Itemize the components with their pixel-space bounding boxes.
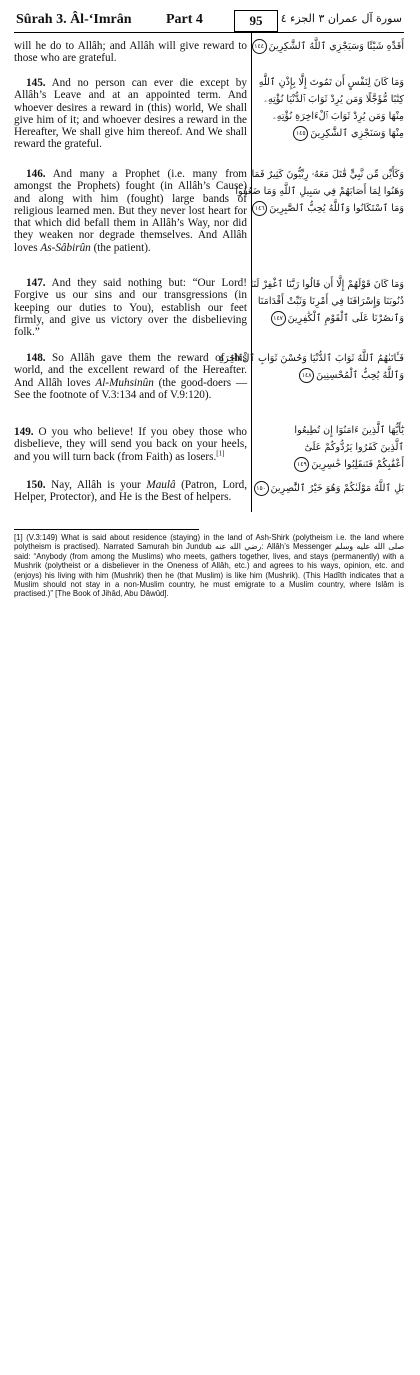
arabic-verse-149: [258, 422, 404, 473]
verse-144-tail: [14, 40, 247, 65]
surah-title: Sûrah 3. Âl-‘Imrân: [16, 12, 132, 27]
ayah-marker-icon: ١٤٩: [294, 457, 309, 472]
arabic-text: أَقَدِّهِ شَيْئًا وَسَيَجْزِي ٱللَّهُ ٱلشَّٰكِرِينَ: [268, 41, 404, 52]
footnote-divider: [14, 529, 199, 530]
arabic-line: فَـَٔاتَىٰهُمُ ٱللَّهُ ثَوَابَ ٱلدُّنْيَا وَحُسْنَ ثَوَابِ ٱلْءَاخِرَةِ: [218, 353, 404, 364]
arabic-line: مِنْهَا وَمَن يُرِدْ ثَوَابَ ٱلْءَاخِرَةِ نُؤْتِهِۦ: [273, 111, 404, 122]
ayah-marker-icon: ١٥٠: [254, 481, 269, 496]
arabic-text: مِنْهَا وَسَنَجْزِي ٱلشَّٰكِرِينَ: [310, 128, 404, 139]
verse-text: And they said nothing but: “Our Lord! Forgive us our sins and our transgressions (in keeping our duties to You), establish our feet firmly, and give us victory over the disbelieving folk.”: [14, 277, 247, 339]
footnote-ref[interactable]: [1]: [216, 448, 225, 457]
page-number: 95: [234, 10, 278, 32]
arabic-verse-147: [250, 276, 404, 327]
ayah-marker-icon: ١٤٧: [271, 311, 286, 326]
arabic-verse-148: [218, 350, 404, 384]
arabic-line: كِتَٰبًا مُّؤَجَّلًا وَمَن يُرِدْ ثَوَابَ ٱلدُّنْيَا نُؤْتِهِۦ: [264, 94, 404, 105]
verse-text-end: (Patron, Lord, Helper, Protector), and He is the Best of helpers.: [14, 479, 248, 504]
arabic-verse-145: [258, 74, 404, 142]
part-label: Part 4: [166, 12, 203, 27]
verse-number: 147.: [26, 277, 46, 289]
verse-146: [14, 168, 247, 254]
arabic-line: ٱلَّذِينَ كَفَرُوا يَرُدُّوكُمْ عَلَىٰٓ: [304, 442, 404, 453]
verse-150: [14, 479, 247, 504]
arabic-text: وَٱنصُرْنَا عَلَى ٱلْقَوْمِ ٱلْكَٰفِرِينَ: [287, 313, 404, 324]
arabic-line: وَمَا كَانَ قَوْلَهُمْ إِلَّا أَن قَالُوا رَبَّنَا ٱغْفِرْ لَنَا: [250, 279, 404, 290]
arabic-line: ذُنُوبَنَا وَإِسْرَافَنَا فِي أَمْرِنَا وَثَبِّتْ أَقْدَامَنَا: [257, 296, 404, 307]
verse-147: [14, 277, 247, 338]
ayah-marker-icon: ١٤٨: [299, 368, 314, 383]
ayah-marker-icon: ١٤٦: [252, 201, 267, 216]
verse-number: 150.: [26, 479, 46, 491]
quran-page: [14, 0, 404, 1375]
verse-number: 148.: [26, 352, 46, 364]
verse-145: [14, 77, 247, 151]
verse-number: 149.: [14, 426, 34, 438]
verse-text-end: (the good-doers — See the footnote of V.3:134 and of V.9:120).: [14, 376, 248, 401]
column-divider: [251, 32, 252, 512]
verse-term: Al-Muhsinûn: [95, 376, 154, 389]
arabic-text: بَلِ ٱللَّهُ مَوْلَىٰكُمْ وَهُوَ خَيْرُ ٱلنَّٰصِرِينَ: [270, 483, 404, 494]
footnote: [1] (V.3:149) What is said about residence (staying) in the land of Ash-Shirk (polytheism i.e. the land where polytheism is practised). Narrated Samurah bin Jundub رضي الله عنه: Allâh’s Messenger صلى الله عليه وسلم said: “Anybody (from among the Muslims) who meets, gathers together, lives, and stays (permanently) with a Mushrik (polytheist or a disbeliever in the Oneness of Allâh, etc.) and agrees to his ways, opinion, etc. and (enjoys) his living with him (Mushrik) then he (that Muslim) is like him (Mushrik). (This Hadîth indicates that a Muslim should not stay in a non-Muslim country, he must emigrate to a Muslim country, where Islâm is practised.)” [The Book of Jihâd, Abu Dâwûd].: [14, 533, 404, 599]
verse-text: And no person can ever die except by Allâh’s Leave and at an appointed term. And whoever desires a reward in (this) world, We shall give him of it; and whoever desires a reward in the Hereafter, We shall give him thereof. And We shall reward the grateful.: [14, 77, 247, 151]
arabic-verse-146: [235, 166, 404, 217]
arabic-text: وَٱللَّهُ يُحِبُّ ٱلْمُحْسِنِينَ: [316, 370, 404, 381]
verse-149: [14, 426, 247, 463]
verse-text: So Allâh gave them the reward of this world, and the excellent reward of the Hereafter. And Allâh loves: [14, 352, 248, 389]
arabic-verse-144: [254, 38, 404, 55]
arabic-line: وَكَأَيِّن مِّن نَّبِيٍّ قَٰتَلَ مَعَهُۥ رِبِّيُّونَ كَثِيرٌ فَمَا: [251, 169, 404, 180]
arabic-line: يَٰٓأَيُّهَا ٱلَّذِينَ ءَامَنُوٓا إِن تُطِيعُوا: [294, 425, 404, 436]
verse-number: 145.: [26, 77, 46, 89]
verse-term: Maulâ: [146, 479, 176, 491]
arabic-text: وَمَا ٱسْتَكَانُوا وَٱللَّهُ يُحِبُّ ٱلصَّٰبِرِينَ: [269, 203, 404, 214]
verse-text: Nay, Allâh is your: [51, 479, 141, 491]
verse-text-end: (the patient).: [93, 241, 151, 254]
arabic-verse-150: [258, 480, 404, 497]
verse-number: 146.: [26, 168, 46, 180]
ayah-marker-icon: ١٤٤: [252, 39, 267, 54]
ayah-marker-icon: ١٤٥: [293, 126, 308, 141]
verse-148: [14, 352, 247, 401]
verse-term: As-Sâbirûn: [40, 241, 91, 254]
verse-text: O you who believe! If you obey those who disbelieve, they will send you back on your heels, and you will turn back (from Faith) as losers.: [14, 426, 248, 463]
arabic-text: أَعْقَٰبِكُمْ فَتَنقَلِبُوا خَٰسِرِينَ: [311, 459, 404, 470]
arabic-header: سورة آل عمران ٣ الجزء ٤: [280, 12, 402, 25]
verse-144-text: will he do to Allâh; and Allâh will give reward to those who are grateful.: [14, 40, 247, 65]
verse-text: And many a Prophet (i.e. many from amongst the Prophets) fought (in Allâh’s Cause) and along with him (fought) large bands of religious learned men. But they never lost heart for that which did befall them in Allâh’s Way, nor did they weaken nor degrade themselves. And Allâh loves: [14, 168, 247, 254]
arabic-line: وَمَا كَانَ لِنَفْسٍ أَن تَمُوتَ إِلَّا بِإِذْنِ ٱللَّهِ: [258, 77, 404, 88]
page-header: [14, 10, 404, 33]
arabic-line: وَهَنُوا لِمَا أَصَابَهُمْ فِي سَبِيلِ ٱللَّهِ وَمَا ضَعُفُوا: [235, 186, 404, 197]
